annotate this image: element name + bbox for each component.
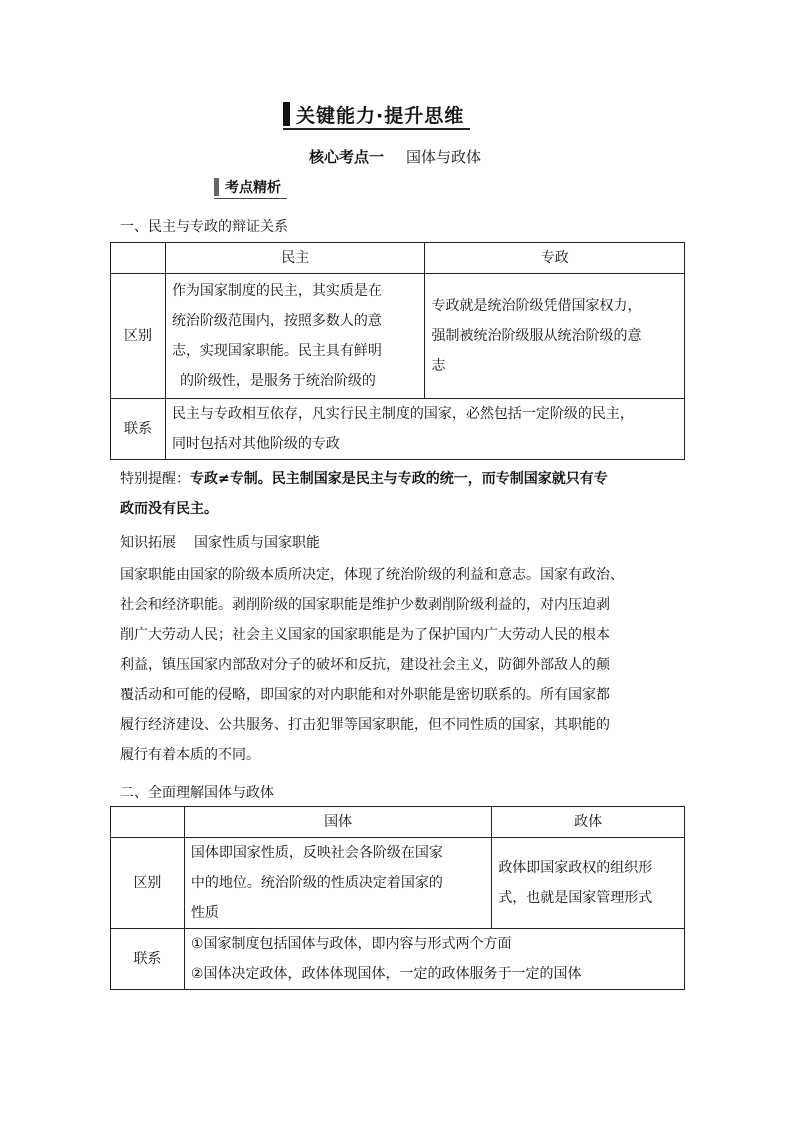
diff-zhuanzheng-cell bbox=[425, 274, 685, 399]
reminder-text-1: 专政≠专制。民主制国家是民主与专政的统一，而专制国家就只有专 bbox=[190, 471, 608, 487]
diff-zhengti-cell bbox=[492, 838, 685, 929]
col-header-zhengti: 政体 bbox=[492, 807, 685, 838]
row-label-link: 联系 bbox=[111, 399, 166, 460]
col-header-zhuanzheng: 专政 bbox=[425, 243, 685, 274]
diff-minzhu-cell bbox=[165, 274, 425, 399]
link-cell bbox=[184, 929, 684, 990]
paragraph-line: 国家职能由国家的阶级本质所决定，体现了统治阶级的利益和意志。国家有政治、 bbox=[120, 567, 624, 583]
cell-line: ①国家制度包括国体与政体，即内容与形式两个方面 bbox=[190, 936, 512, 952]
cell-line: 志 bbox=[431, 358, 446, 374]
knowledge-extension-heading bbox=[120, 528, 680, 558]
extension-topic: 国家性质与国家职能 bbox=[194, 535, 320, 551]
extension-label: 知识拓展 bbox=[120, 535, 176, 551]
cell-line: 统治阶级范围内，按照多数人的意 bbox=[171, 313, 382, 329]
paragraph-line: 覆活动和可能的侵略，即国家的对内职能和对外职能是密切联系的。所有国家都 bbox=[120, 687, 610, 703]
cell-line: 同时包括对其他阶级的专政 bbox=[171, 436, 340, 452]
section1-title: 一、民主与专政的辩证关系 bbox=[120, 219, 288, 235]
col-header-guoti: 国体 bbox=[184, 807, 491, 838]
table-row bbox=[111, 399, 685, 460]
reminder-prefix: 特别提醒： bbox=[120, 471, 190, 487]
tag-bar-icon bbox=[214, 178, 219, 196]
row-label-diff: 区别 bbox=[111, 274, 166, 399]
diff-guoti-cell bbox=[184, 838, 491, 929]
section-tag-text: 考点精析 bbox=[225, 180, 281, 196]
page-title-text: 关键能力·提升思维 bbox=[296, 104, 465, 127]
knowledge-extension-body bbox=[120, 560, 680, 770]
state-system-table bbox=[110, 806, 685, 990]
paragraph-line: 削广大劳动人民；社会主义国家的国家职能是为了保护国内广大劳动人民的根本 bbox=[120, 627, 610, 643]
row-label-link: 联系 bbox=[111, 929, 185, 990]
title-bar-icon bbox=[283, 102, 290, 126]
special-reminder bbox=[120, 464, 680, 524]
cell-line: 志，实现国家职能。民主具有鲜明 bbox=[171, 343, 382, 359]
cell-line: 式，也就是国家管理形式 bbox=[498, 890, 653, 906]
paragraph-line: 履行有着本质的不同。 bbox=[120, 747, 260, 763]
cell-line: 专政就是统治阶级凭借国家权力， bbox=[431, 298, 642, 314]
section2-title: 二、全面理解国体与政体 bbox=[120, 785, 274, 801]
cell-line: ②国体决定政体，政体体现国体，一定的政体服务于一定的国体 bbox=[190, 966, 582, 982]
reminder-text-2: 政而没有民主。 bbox=[120, 501, 218, 517]
reminder-line1 bbox=[120, 464, 680, 494]
cell-line: 国体即国家性质，反映社会各阶级在国家 bbox=[190, 845, 443, 861]
table-corner-cell bbox=[111, 243, 166, 274]
table-header-row bbox=[111, 243, 685, 274]
cell-line: 民主与专政相互依存，凡实行民主制度的国家，必然包括一定阶级的民主， bbox=[171, 406, 634, 422]
cell-line: 强制被统治阶级服从统治阶级的意 bbox=[431, 328, 642, 344]
democracy-dictatorship-table bbox=[110, 242, 685, 460]
link-cell bbox=[165, 399, 684, 460]
cell-line: 中的地位。统治阶级的性质决定着国家的 bbox=[190, 875, 443, 891]
paragraph-line: 利益，镇压国家内部敌对分子的破坏和反抗，建设社会主义，防御外部敌人的颠 bbox=[120, 657, 610, 673]
table-row bbox=[111, 929, 685, 990]
table-corner-cell bbox=[111, 807, 185, 838]
row-label-diff: 区别 bbox=[111, 838, 185, 929]
page-title bbox=[283, 100, 470, 130]
cell-line: 的阶级性，是服务于统治阶级的 bbox=[179, 373, 376, 389]
cell-line: 作为国家制度的民主，其实质是在 bbox=[171, 283, 382, 299]
core-point-topic: 国体与政体 bbox=[406, 148, 482, 166]
paragraph-line: 履行经济建设、公共服务、打击犯罪等国家职能，但不同性质的国家，其职能的 bbox=[120, 717, 610, 733]
table-row bbox=[111, 274, 685, 399]
section-tag bbox=[214, 176, 287, 199]
core-point-label: 核心考点一 bbox=[309, 148, 385, 166]
table-header-row bbox=[111, 807, 685, 838]
col-header-minzhu: 民主 bbox=[165, 243, 425, 274]
paragraph-line: 社会和经济职能。剥削阶级的国家职能是维护少数剥削阶级利益的，对内压迫剥 bbox=[120, 597, 610, 613]
table-row bbox=[111, 838, 685, 929]
cell-line: 性质 bbox=[190, 905, 219, 921]
cell-line: 政体即国家政权的组织形 bbox=[498, 860, 653, 876]
